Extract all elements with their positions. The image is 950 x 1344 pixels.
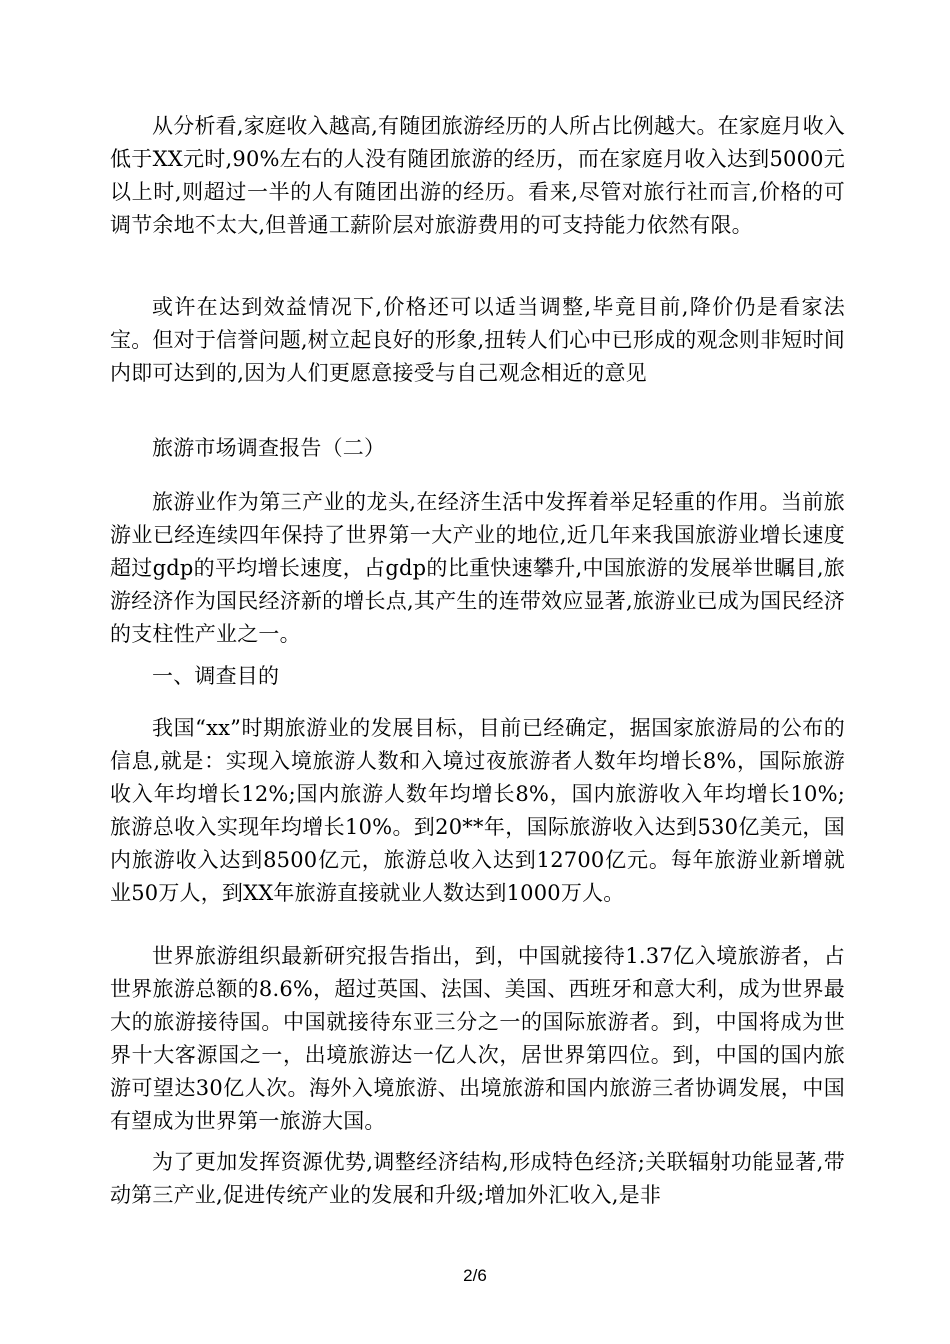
paragraph-resource-advantage: 为了更加发挥资源优势,调整经济结构,形成特色经济;关联辐射功能显著,带动第三产业,促进传统产业的发展和升级;增加外汇收入,是非 [110,1150,845,1207]
page-number: 2/6 [463,1266,487,1285]
report-title: 旅游市场调查报告（二） [152,436,386,460]
paragraph-world-tourism-report: 世界旅游组织最新研究报告指出，到，中国就接待1.37亿入境旅游者，占世界旅游总额的8.6%，超过英国、法国、美国、西班牙和意大利，成为世界最大的旅游接待国。中国就接待东亚三分之一的国际旅游者。到，中国将成为世界十大客源国之一，出境旅游达一亿人次，居世界第四位。到，中国的国内旅游可望达30亿人次。海外入境旅游、出境旅游和国内旅游三者协调发展，中国有望成为世界第一旅游大国。 [110,944,845,1133]
paragraph-tourism-industry: 旅游业作为第三产业的龙头,在经济生活中发挥着举足轻重的作用。当前旅游业已经连续四年保持了世界第一大产业的地位,近几年来我国旅游业增长速度超过gdp的平均增长速度，占gdp的比重快速攀升,中国旅游的发展举世瞩目,旅游经济作为国民经济新的增长点,其产生的连带效应显著,旅游业已成为国民经济的支柱性产业之一。 [110,490,845,646]
paragraph-development-goals: 我国“xx”时期旅游业的发展目标，目前已经确定，据国家旅游局的公布的信息,就是：实现入境旅游人数和入境过夜旅游者人数年均增长8%，国际旅游收入年均增长12%;国内旅游人数年均增长8%，国内旅游收入年均增长10%;旅游总收入实现年均增长10%。到20**年，国际旅游收入达到530亿美元，国内旅游收入达到8500亿元，旅游总收入达到12700亿元。每年旅游业新增就业50万人，到XX年旅游直接就业人数达到1000万人。 [110,716,845,905]
paragraph-income-analysis: 从分析看,家庭收入越高,有随团旅游经历的人所占比例越大。在家庭月收入低于XX元时,90%左右的人没有随团旅游的经历，而在家庭月收入达到5000元以上时,则超过一半的人有随团出游的经历。看来,尽管对旅行社而言,价格的可调节余地不太大,但普通工薪阶层对旅游费用的可支持能力依然有限。 [110,114,845,237]
paragraph-price-adjustment: 或许在达到效益情况下,价格还可以适当调整,毕竟目前,降价仍是看家法宝。但对于信誉问题,树立起良好的形象,扭转人们心中已形成的观念则非短时间内即可达到的,因为人们更愿意接受与自己观念相近的意见 [110,295,845,385]
section-heading-survey-purpose: 一、调查目的 [152,664,280,688]
